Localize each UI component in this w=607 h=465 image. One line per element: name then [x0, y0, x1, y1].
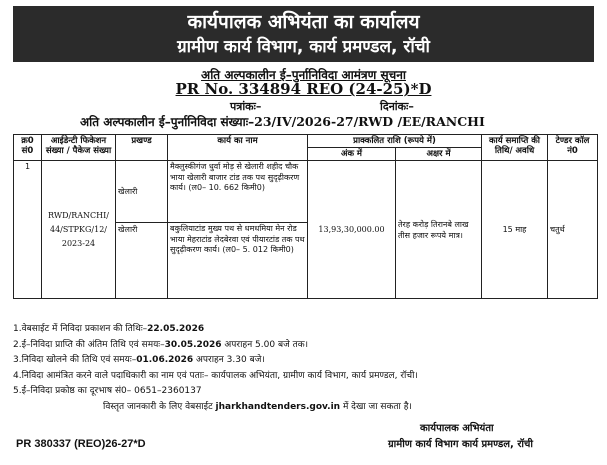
cell-completion-time: 15 माह [482, 161, 548, 299]
office-header-banner [13, 6, 594, 62]
dinank-label: दिनांकः– [380, 100, 414, 113]
cell-amount-figures: 13,93,30,000.00 [308, 161, 396, 299]
footer-pr-number: PR 380337 (REO)26-27*D [16, 438, 146, 450]
note-5-text: 5.ई–निविदा प्रकोष्ठ का दूरभाष सं0– 0651–2360137 [13, 386, 202, 396]
note-1 [13, 322, 598, 338]
header-in-figures: अंक में [308, 148, 396, 161]
note-2-rest: अपराहन 5.00 बजे तक। [221, 339, 309, 350]
notes-section [13, 322, 598, 415]
header-tender-fee: टेण्डर कॉल नं0 [548, 135, 598, 161]
details-suffix: में देखा जा सकता है। [340, 401, 412, 412]
note-2-text: 2.ई–निविदा प्राप्ति की अंतिम तिथि एवं समयः– [13, 339, 165, 350]
header-in-words: अक्षर में [396, 148, 482, 161]
office-subtitle: ग्रामीण कार्य विभाग, कार्य प्रमण्डल, रॉची [177, 37, 430, 57]
cell-serial: 1 [14, 161, 42, 299]
cell-work-name-1: मैक्लुस्कीगंज धुर्वा मोड़ से खेलारी शहीद चौक भाया खेलारी बाजार टांड तक पथ सुदृढ़ीकरण कार्य। (ल0– 10. 662 किमी0) [168, 161, 308, 223]
patrank-label: पत्रांकः– [230, 100, 262, 113]
office-title: कार्यपालक अभियंता का कार्यालय [187, 11, 420, 33]
pr-number: PR No. 334894 REO (24-25)*D [175, 80, 432, 98]
table-header-row [14, 135, 598, 148]
details-prefix: विस्तृत जानकारी के लिए वेबसाईट [103, 401, 216, 412]
header-block: प्रखण्ड [116, 135, 168, 161]
note-4-text: 4.निविदा आमंत्रित करने वाले पदाधिकारी का नाम एवं पताः– कार्यपालक अभियंता, ग्रामीण कार्य विभाग, कार्य प्रमण्डल, रॉची। [13, 370, 418, 381]
note-3-rest: अपराहन 3.30 बजे। [193, 355, 265, 365]
cell-block-1: खेलारी [116, 161, 168, 223]
notice-title: अति अल्पकालीन ई–पुर्नानिविदा आमंत्रण सूचना [201, 68, 406, 82]
signature-designation: कार्यपालक अभियंता [420, 423, 494, 434]
note-1-date: 22.05.2026 [147, 324, 205, 334]
cell-identification: RWD/RANCHI/ 44/STPKG/12/ 2023-24 [42, 161, 116, 299]
header-estimated-cost: प्राक्कलित राशि (रूपये में) [308, 135, 482, 148]
signature-office: ग्रामीण कार्य विभाग कार्य प्रमण्डल, रॉची [388, 439, 533, 450]
header-work-name: कार्य का नाम [168, 135, 308, 161]
cell-tender-fee: चतुर्थ [548, 161, 598, 299]
note-3 [13, 353, 598, 369]
tender-number-prefix: अति अल्पकालीन ई–पुर्नानिविदा संख्याः– [80, 115, 255, 129]
header-completion-time: कार्य समाप्ति की तिथि/ अवधि [482, 135, 548, 161]
note-5 [13, 384, 598, 400]
note-2 [13, 338, 598, 354]
cell-work-name-2: बकुलियाटांड मुख्य पथ से धमधमिया मेन रोड भाया मेहराटांड लेदबेरवा एवं पीयारटांड तक पथ सुदृढ़ीकरण कार्य। (ल0– 5. 012 किमी0) [168, 223, 308, 299]
note-3-date: 01.06.2026 [136, 355, 194, 365]
note-4 [13, 369, 598, 385]
note-1-text: 1.वेबसाईट में निविदा प्रकाशन की तिथिः– [13, 324, 148, 334]
header-identification: आईडेन्टी फिकेशन संख्या / पैकेज संख्या [42, 135, 116, 161]
tender-table [13, 134, 598, 299]
details-line [13, 400, 598, 416]
table-row [14, 161, 598, 223]
note-3-text: 3.निविदा खोलने की तिथि एवं समयः– [13, 355, 137, 365]
tender-number: 23/IV/2026-27/RWD /EE/RANCHI [254, 114, 485, 129]
cell-amount-words: तेरह करोड़ तिरानबे लाख तीस हजार रूपये मात्र। [396, 161, 482, 299]
details-website-link[interactable]: jharkhandtenders.gov.in [215, 401, 341, 412]
cell-block-2: खेलारी [116, 223, 168, 299]
header-serial: क्र0 सं0 [14, 135, 42, 161]
note-2-date: 30.05.2026 [164, 339, 222, 350]
tender-number-line [80, 113, 485, 130]
